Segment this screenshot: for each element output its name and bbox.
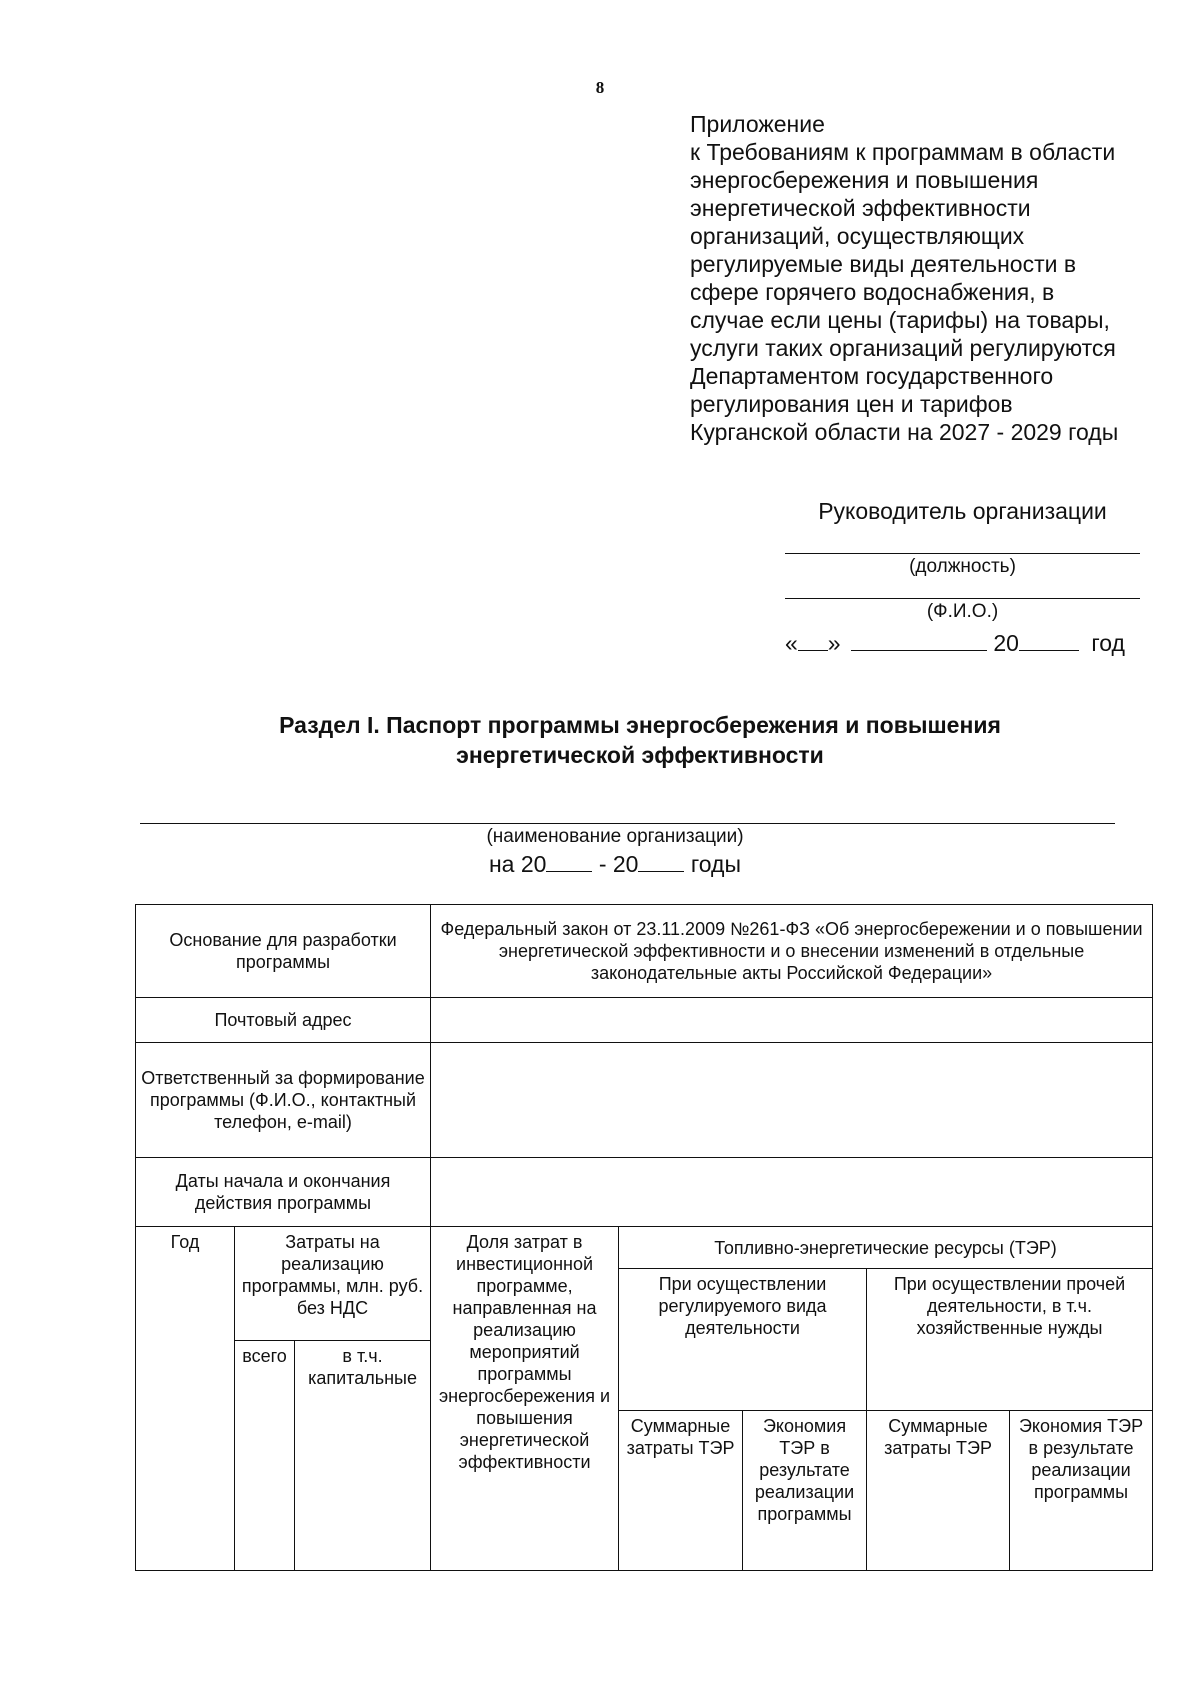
appendix-block — [690, 110, 1160, 446]
appendix-line: сфере горячего водоснабжения, в — [690, 279, 1055, 305]
start-year-blank — [546, 852, 592, 872]
dates-label: Даты начала и окончания действия программы — [136, 1158, 431, 1227]
years-suffix: годы — [684, 851, 741, 877]
appendix-line: энергетической эффективности — [690, 195, 1031, 221]
responsible-value — [431, 1043, 1153, 1158]
appendix-line: услуги таких организаций регулируются — [690, 335, 1116, 361]
address-label: Почтовый адрес — [136, 998, 431, 1043]
end-year-blank — [638, 852, 684, 872]
col-costs-total-header: всего — [235, 1341, 295, 1571]
date-close-quote: » — [827, 630, 841, 656]
col-ter-other-saving-header: Экономия ТЭР в результате реализации программы — [1010, 1411, 1153, 1571]
years-prefix: на 20 — [488, 851, 547, 877]
name-caption: (Ф.И.О.) — [926, 601, 999, 622]
position-caption: (должность) — [909, 556, 1016, 577]
year-blank — [1019, 631, 1079, 651]
dates-value — [431, 1158, 1153, 1227]
section-title-line: энергетической эффективности — [456, 742, 824, 768]
col-ter-other-header: При осуществлении прочей деятельности, в т.ч. хозяйственные нужды — [867, 1269, 1153, 1411]
address-value — [431, 998, 1153, 1043]
col-costs-capital-header: в т.ч. капитальные — [295, 1341, 431, 1571]
col-ter-reg-total-header: Суммарные затраты ТЭР — [619, 1411, 743, 1571]
basis-value: Федеральный закон от 23.11.2009 №261-ФЗ «Об энергосбережении и о повышении энергетической эффективности и о внесении изменений в отдельные законодательные акты Российской Федерации» — [431, 905, 1153, 998]
page-number: 8 — [595, 78, 605, 97]
section-title-line: Раздел I. Паспорт программы энергосбережения и повышения — [279, 712, 1001, 738]
date-line — [785, 630, 1140, 657]
day-blank — [798, 631, 828, 651]
col-ter-regulated-header: При осуществлении регулируемого вида деятельности — [619, 1269, 867, 1411]
month-blank — [851, 631, 987, 651]
appendix-line: организаций, осуществляющих — [690, 223, 1025, 249]
organization-line — [140, 823, 1115, 824]
col-costs-header: Затраты на реализацию программы, млн. руб. без НДС — [235, 1227, 431, 1341]
position-line — [785, 553, 1140, 554]
appendix-line: Департаментом государственного — [690, 363, 1054, 389]
date-year-prefix: 20 — [993, 630, 1019, 656]
col-ter-header: Топливно-энергетические ресурсы (ТЭР) — [619, 1227, 1153, 1269]
appendix-line: энергосбережения и повышения — [690, 167, 1039, 193]
appendix-line: регулирования цен и тарифов — [690, 391, 1013, 417]
appendix-line: к Требованиям к программам в области — [690, 139, 1116, 165]
appendix-line: случае если цены (тарифы) на товары, — [690, 307, 1110, 333]
col-ter-reg-saving-header: Экономия ТЭР в результате реализации программы — [743, 1411, 867, 1571]
col-ter-other-total-header: Суммарные затраты ТЭР — [867, 1411, 1010, 1571]
col-share-header: Доля затрат в инвестиционной программе, направленная на реализацию мероприятий программы энергосбережения и повышения энергетической эффективности — [431, 1227, 619, 1571]
head-title: Руководитель организации — [818, 498, 1107, 524]
date-open-quote: « — [785, 630, 798, 656]
passport-table — [135, 904, 1153, 1571]
years-dash: - 20 — [592, 851, 639, 877]
program-years — [0, 851, 1200, 878]
appendix-line: Курганской области на 2027 - 2029 годы — [690, 419, 1119, 445]
col-year-header: Год — [136, 1227, 235, 1571]
name-line — [785, 598, 1140, 599]
section-title — [130, 710, 1150, 770]
basis-label: Основание для разработки программы — [136, 905, 431, 998]
date-year-word: год — [1091, 630, 1125, 656]
responsible-label: Ответственный за формирование программы (Ф.И.О., контактный телефон, e-mail) — [136, 1043, 431, 1158]
appendix-line: Приложение — [690, 111, 825, 137]
organization-caption: (наименование организации) — [486, 826, 744, 847]
appendix-line: регулируемые виды деятельности в — [690, 251, 1077, 277]
